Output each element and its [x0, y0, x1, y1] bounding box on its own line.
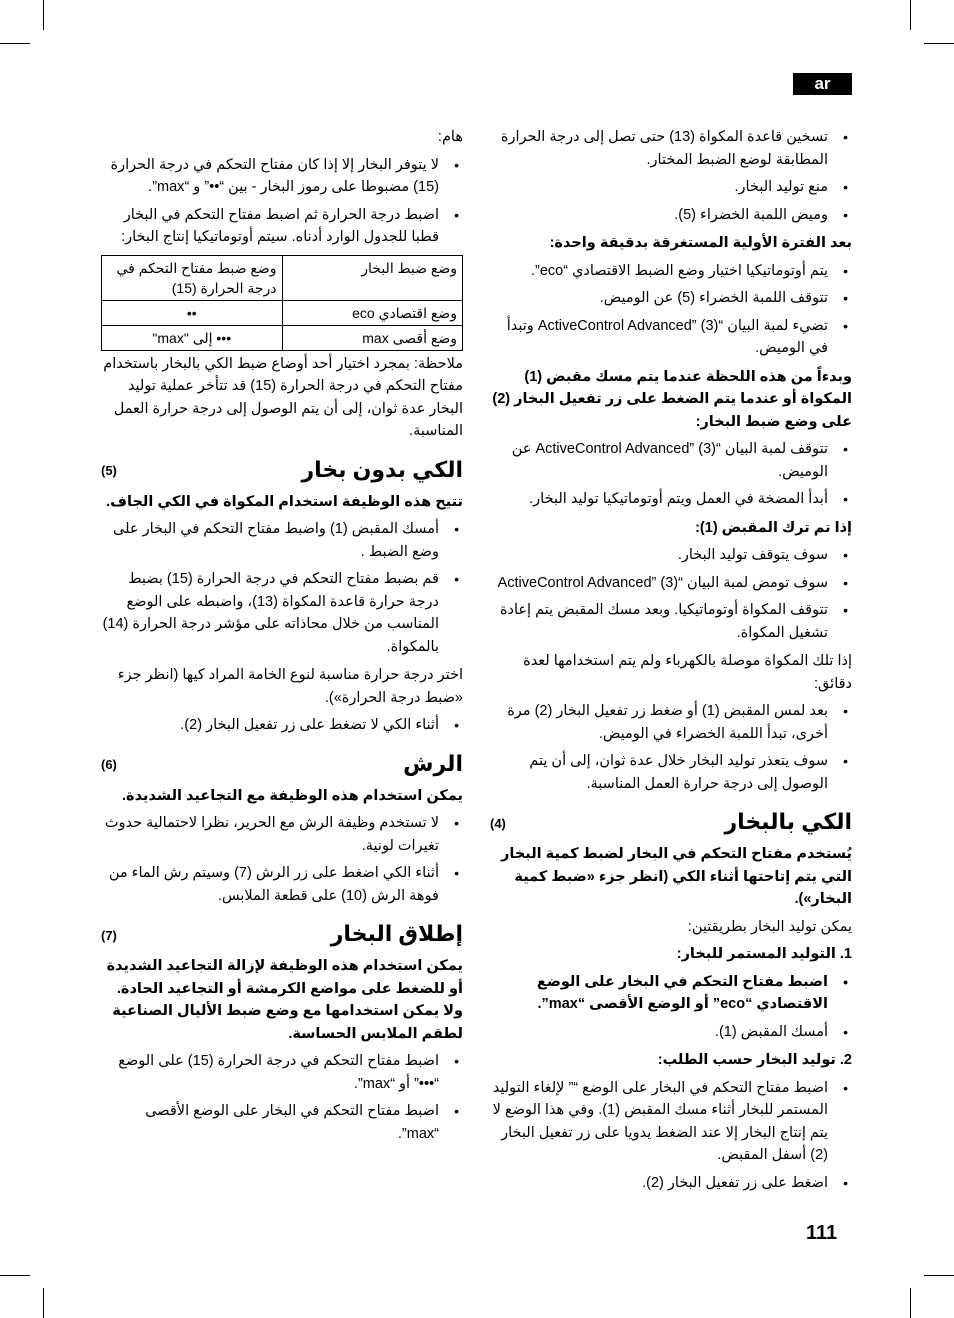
section-intro: تتيح هذه الوظيفة استخدام المكواة في الكي الجاف. — [106, 493, 463, 510]
bullet-list — [101, 714, 463, 737]
list-item: • اضبط درجة الحرارة ثم اضبط مفتاح التحكم في البخار قطبا للجدول الوارد أدناه. سيتم أوتوماتيكيا إنتاج البخار: — [101, 204, 463, 249]
table-cell: •• — [102, 300, 283, 325]
paragraph: إذا تلك المكواة موصلة بالكهرباء ولم يتم استخدامها لعدة دقائق: — [523, 653, 852, 692]
bullet-list — [490, 1077, 852, 1195]
section-intro: يمكن استخدام هذه الوظيفة لإزالة التجاعيد الشديدة أو للضغط على مواضع الكرمشة أو التجاعيد الحادة. ولا يمكن استخدامها مع وضع ضبط الأليال الصناعية لطقم الملابس الحساسة. — [106, 958, 463, 1042]
paragraph: اختر درجة حرارة مناسبة لنوع الخامة المراد كيها (انظر جزء «ضبط درجة الحرارة»). — [117, 667, 463, 706]
section-number: (7) — [101, 927, 117, 943]
list-item: • وميض اللمبة الخضراء (5). — [490, 204, 852, 227]
list-item: • أمسك المقبض (1) واضبط مفتاح التحكم في البخار على وضع الضبط . — [101, 518, 463, 563]
section-intro: يُستخدم مفتاح التحكم في البخار لضبط كمية البخار التي يتم إتاحتها أثناء الكي (انظر جزء «ضبط كمية البخار»). — [501, 846, 852, 907]
crop-mark — [0, 1275, 30, 1276]
section-header — [101, 751, 463, 777]
right-column — [490, 126, 852, 1200]
list-item: • اضبط مفتاح التحكم في البخار على الوضع الأقصى “max”. — [101, 1100, 463, 1145]
subheading: 2. توليد البخار حسب الطلب: — [657, 1052, 852, 1068]
list-item: • تتوقف اللمبة الخضراء (5) عن الوميض. — [490, 287, 852, 310]
subheading: 1. التوليد المستمر للبخار: — [676, 946, 852, 962]
table-cell: ••• إلى "max" — [102, 325, 283, 350]
crop-mark — [924, 43, 954, 44]
note: ملاحظة: بمجرد اختيار أحد أوضاع ضبط الكي بالبخار باستخدام مفتاح التحكم في درجة الحرارة (15) قد تتأخر عملية توليد البخار عدة ثوان، إلى أن يتم الوصول إلى درجة حرارة العمل المناسبة. — [103, 355, 463, 439]
subheading: بعد الفترة الأولية المستغرقة بدقيقة واحدة: — [549, 235, 852, 251]
section-header — [490, 809, 852, 835]
table-row — [102, 300, 463, 325]
page-number: 111 — [806, 1222, 838, 1244]
bullet-list — [490, 544, 852, 644]
table-cell: وضع اقتصادي eco — [282, 300, 463, 325]
section-intro: يمكن استخدام هذه الوظيفة مع التجاعيد الشديدة. — [122, 787, 463, 804]
section-number: (4) — [490, 815, 506, 831]
list-item: • اضغط على زر تفعيل البخار (2). — [490, 1172, 852, 1195]
list-item: • يتم أوتوماتيكيا اختيار وضع الضبط الاقتصادي “eco”. — [490, 260, 852, 283]
crop-mark — [0, 43, 30, 44]
list-item: • سوف تومض لمبة البيان “ActiveControl Advanced” (3) — [490, 572, 852, 595]
list-item: • قم بضبط مفتاح التحكم في درجة الحرارة (15) بضبط درجة حرارة قاعدة المكواة (13)، واضبطه على الوضع المناسب من خلال محاذاته على مؤشر درجة الحرارة (14) بالمكواة. — [101, 568, 463, 658]
list-item: • تتوقف المكواة أوتوماتيكيا. وبعد مسك المقبض يتم إعادة تشغيل المكواة. — [490, 599, 852, 644]
list-item: • أثناء الكي لا تضغط على زر تفعيل البخار (2). — [101, 714, 463, 737]
list-item: • اضبط مفتاح التحكم في البخار على الوضع “” لإلغاء التوليد المستمر للبخار أثناء مسك المقبض (1). وفي هذا الوضع لا يتم إنتاج البخار إلا عند الضغط يدويا على زر تفعيل البخار (2) أسفل المقبض. — [490, 1077, 852, 1167]
paragraph: يمكن توليد البخار بطريقتين: — [687, 918, 852, 935]
bullet-list — [101, 154, 463, 249]
section-header — [101, 457, 463, 483]
list-item: • سوف يتعذر توليد البخار خلال عدة ثوان، إلى أن يتم الوصول إلى درجة حرارة العمل المناسبة. — [490, 750, 852, 795]
list-item: • تضيء لمبة البيان “ActiveControl Advanced” (3) وتبدأ في الوميض. — [490, 315, 852, 360]
section-title: الرش — [403, 750, 463, 776]
list-item: • اضبط مفتاح التحكم في درجة الحرارة (15) على الوضع “•••” أو “max”. — [101, 1050, 463, 1095]
list-item: • بعد لمس المقبض (1) أو ضغط زر تفعيل البخار (2) مرة أخرى، تبدأ اللمبة الخضراء في الوميض. — [490, 700, 852, 745]
section-number: (6) — [101, 757, 117, 772]
list-item: • لا تستخدم وظيفة الرش مع الحرير، نظرا لاحتمالية حدوث تغيرات لونية. — [101, 812, 463, 857]
list-item: • لا يتوفر البخار إلا إذا كان مفتاح التحكم في درجة الحرارة (15) مضبوطا على رموز البخار - بين “••” و “max”. — [101, 154, 463, 199]
bullet-list — [101, 1050, 463, 1145]
table-cell: وضع ضبط مفتاح التحكم في درجة الحرارة (15) — [102, 255, 283, 300]
list-item: • منع توليد البخار. — [490, 176, 852, 199]
table-row — [102, 325, 463, 350]
bullet-list — [101, 812, 463, 907]
list-item: • تتوقف لمبة البيان “ActiveControl Advanced” (3) عن الوميض. — [490, 438, 852, 483]
subheading: إذا تم ترك المقبض (1): — [695, 519, 852, 536]
section-title: الكي بدون بخار — [301, 456, 463, 482]
bullet-list — [490, 700, 852, 795]
list-item: • سوف يتوقف توليد البخار. — [490, 544, 852, 567]
list-item: • أمسك المقبض (1). — [490, 1021, 852, 1044]
crop-mark — [43, 0, 44, 30]
section-header — [101, 921, 463, 947]
list-item: • اضبط مفتاح التحكم في البخار على الوضع الاقتصادي “eco” أو الوضع الأقصى “max”. — [490, 971, 852, 1016]
bullet-list — [490, 438, 852, 511]
bullet-list — [490, 126, 852, 226]
bullet-list — [490, 260, 852, 360]
language-tab: ar — [793, 73, 852, 95]
subheading: هام: — [437, 129, 463, 145]
table-cell: وضع أقصى max — [282, 325, 463, 350]
list-item: • أبدأ المضخة في العمل ويتم أوتوماتيكيا توليد البخار. — [490, 488, 852, 511]
crop-mark — [910, 1288, 911, 1318]
table-row — [102, 255, 463, 300]
crop-mark — [924, 1275, 954, 1276]
section-title: إطلاق البخار — [330, 921, 463, 946]
bullet-list — [101, 518, 463, 658]
section-title: الكي بالبخار — [724, 809, 852, 834]
section-number: (5) — [101, 463, 117, 478]
list-item: • أثناء الكي اضغط على زر الرش (7) وسيتم رش الماء من فوهة الرش (10) على قطعة الملابس. — [101, 862, 463, 907]
crop-mark — [910, 0, 911, 30]
steam-settings-table — [101, 255, 463, 351]
list-item: • تسخين قاعدة المكواة (13) حتى تصل إلى درجة الحرارة المطابقة لوضع الضبط المختار. — [490, 126, 852, 171]
subheading: وبدءاً من هذه اللحظة عندما يتم مسك مقبض (1) المكواة أو عندما يتم الضغط على زر تفعيل البخار (2) على وضع ضبط البخار: — [492, 368, 852, 430]
crop-mark — [43, 1288, 44, 1318]
table-cell: وضع ضبط البخار — [282, 255, 463, 300]
left-column — [101, 126, 463, 1151]
bullet-list — [490, 971, 852, 1044]
